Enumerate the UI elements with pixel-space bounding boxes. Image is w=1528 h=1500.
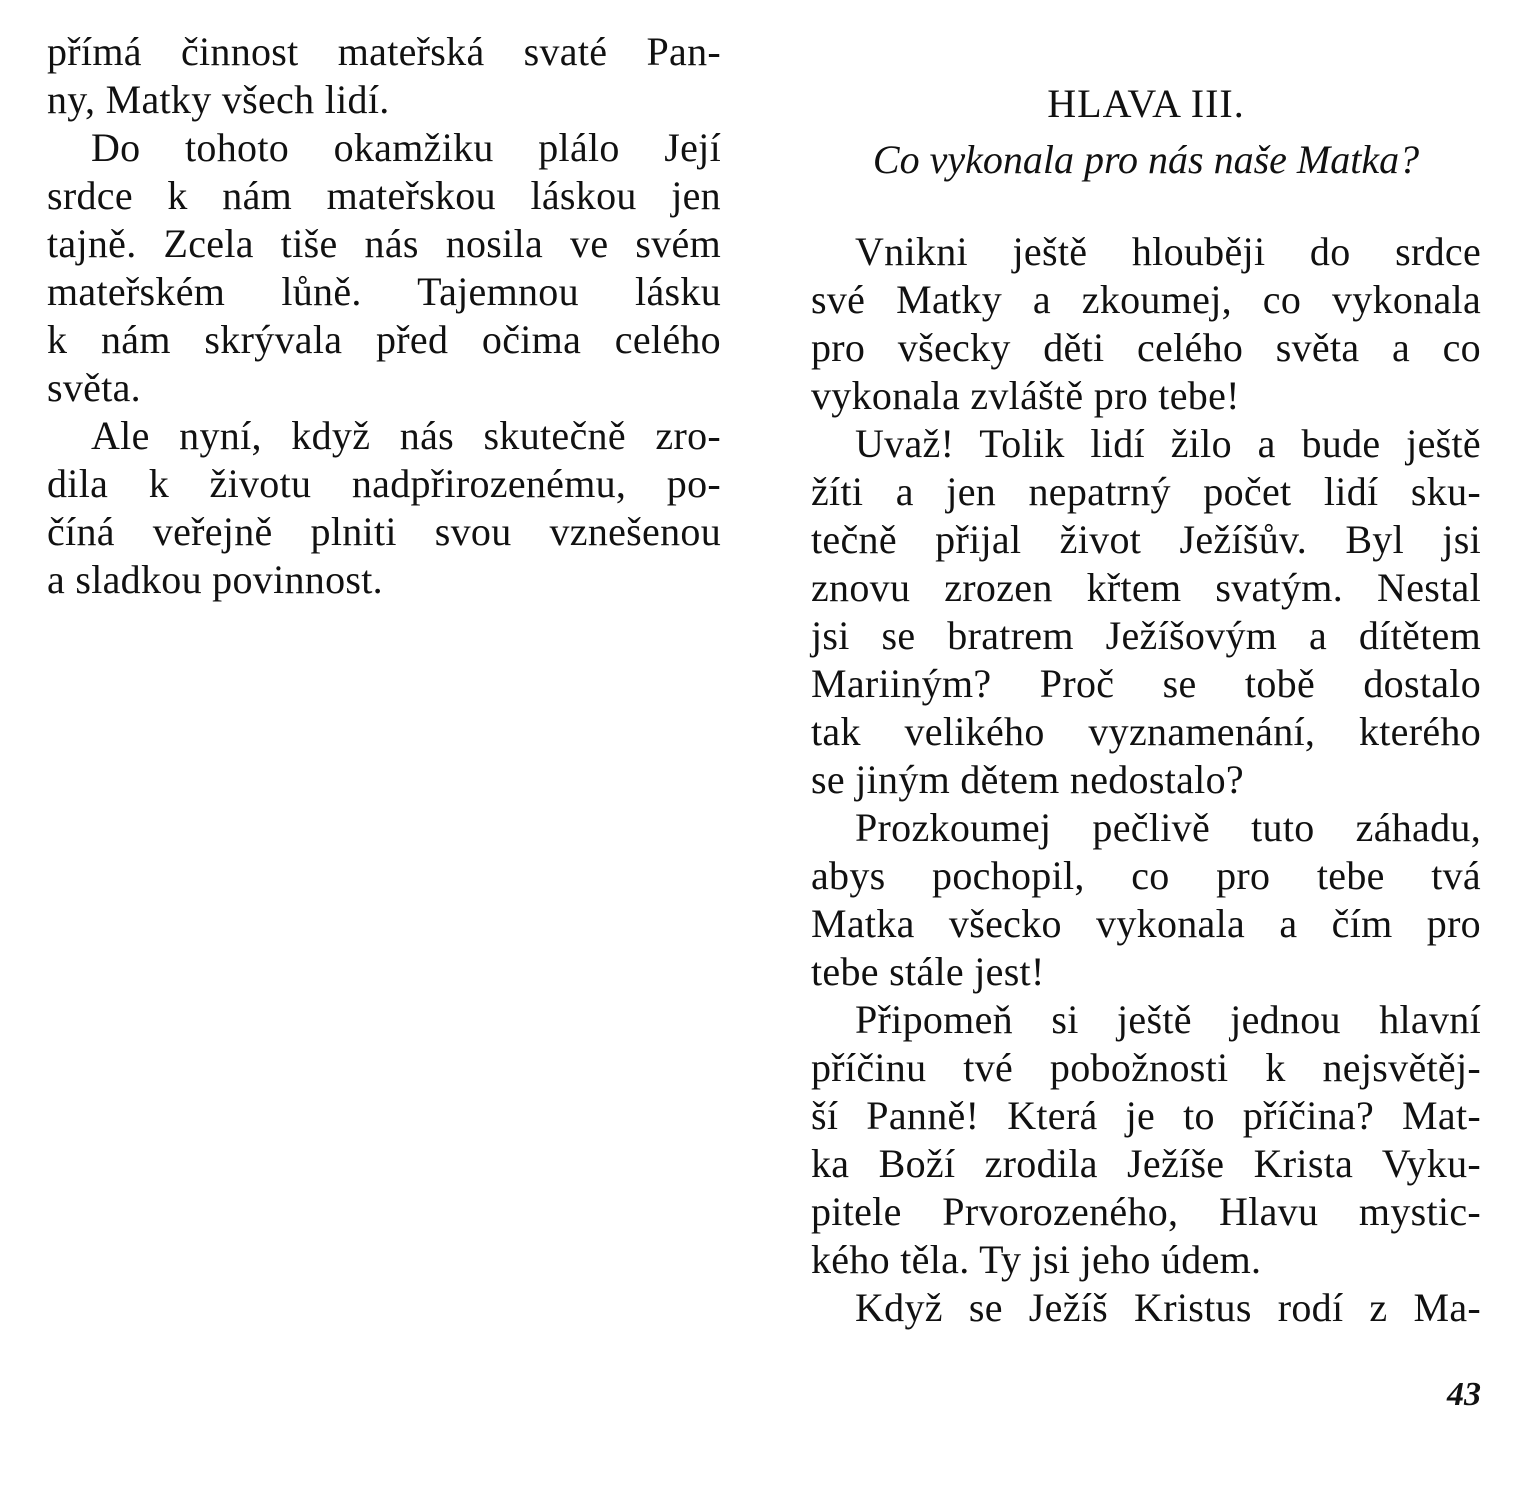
text-line: kého těla. Ty jsi jeho údem.	[811, 1237, 1262, 1282]
text-line: Do tohoto okamžiku plálo Její	[91, 125, 721, 170]
text-line: Uvaž! Tolik lidí žilo a bude ještě	[855, 421, 1481, 466]
text-line: Ale nyní, když nás skutečně zro-	[91, 413, 721, 458]
text-line: pro všecky děti celého světa a co	[811, 325, 1481, 370]
page-number: 43	[1447, 1376, 1481, 1413]
text-line: žíti a jen nepatrný počet lidí sku-	[811, 469, 1481, 514]
text-line: přímá činnost mateřská svaté Pan-	[47, 29, 721, 74]
left-text-column	[47, 28, 721, 604]
text-line: mateřském lůně. Tajemnou lásku	[47, 269, 721, 314]
text-line: ka Boží zrodila Ježíše Krista Vyku-	[811, 1141, 1481, 1186]
text-line: tajně. Zcela tiše nás nosila ve svém	[47, 221, 721, 266]
text-line: Připomeň si ještě jednou hlavní	[855, 997, 1481, 1042]
text-line: své Matky a zkoumej, co vykonala	[811, 277, 1481, 322]
text-line: ší Panně! Která je to příčina? Mat-	[811, 1093, 1481, 1138]
text-line: srdce k nám mateřskou láskou jen	[47, 173, 721, 218]
text-line: tebe stále jest!	[811, 949, 1045, 994]
chapter-subtitle: Co vykonala pro nás naše Matka?	[872, 137, 1420, 182]
text-line: Matka všecko vykonala a čím pro	[811, 901, 1481, 946]
text-line: se jiným dětem nedostalo?	[811, 757, 1244, 802]
text-line: jsi se bratrem Ježíšovým a dítětem	[811, 613, 1481, 658]
text-line: pitele Prvorozeného, Hlavu mystic-	[811, 1189, 1481, 1234]
text-line: abys pochopil, co pro tebe tvá	[811, 853, 1481, 898]
text-line: vykonala zvláště pro tebe!	[811, 373, 1240, 418]
text-line: Když se Ježíš Kristus rodí z Ma-	[855, 1285, 1481, 1330]
right-text-column	[811, 228, 1481, 1332]
text-line: světa.	[47, 365, 141, 410]
text-line: Vnikni ještě hlouběji do srdce	[855, 229, 1481, 274]
chapter-heading: HLAVA III.	[1047, 81, 1245, 126]
text-line: k nám skrývala před očima celého	[47, 317, 721, 362]
text-line: tak velikého vyznamenání, kterého	[811, 709, 1481, 754]
text-line: číná veřejně plniti svou vznešenou	[47, 509, 721, 554]
text-line: a sladkou povinnost.	[47, 557, 383, 602]
text-line: Prozkoumej pečlivě tuto záhadu,	[855, 805, 1481, 850]
text-line: tečně přijal život Ježíšův. Byl jsi	[811, 517, 1481, 562]
text-line: ny, Matky všech lidí.	[47, 77, 390, 122]
text-line: příčinu tvé pobožnosti k nejsvětěj-	[811, 1045, 1481, 1090]
text-line: znovu zrozen křtem svatým. Nestal	[811, 565, 1481, 610]
text-line: dila k životu nadpřirozenému, po-	[47, 461, 721, 506]
text-line: Mariiným? Proč se tobě dostalo	[811, 661, 1481, 706]
